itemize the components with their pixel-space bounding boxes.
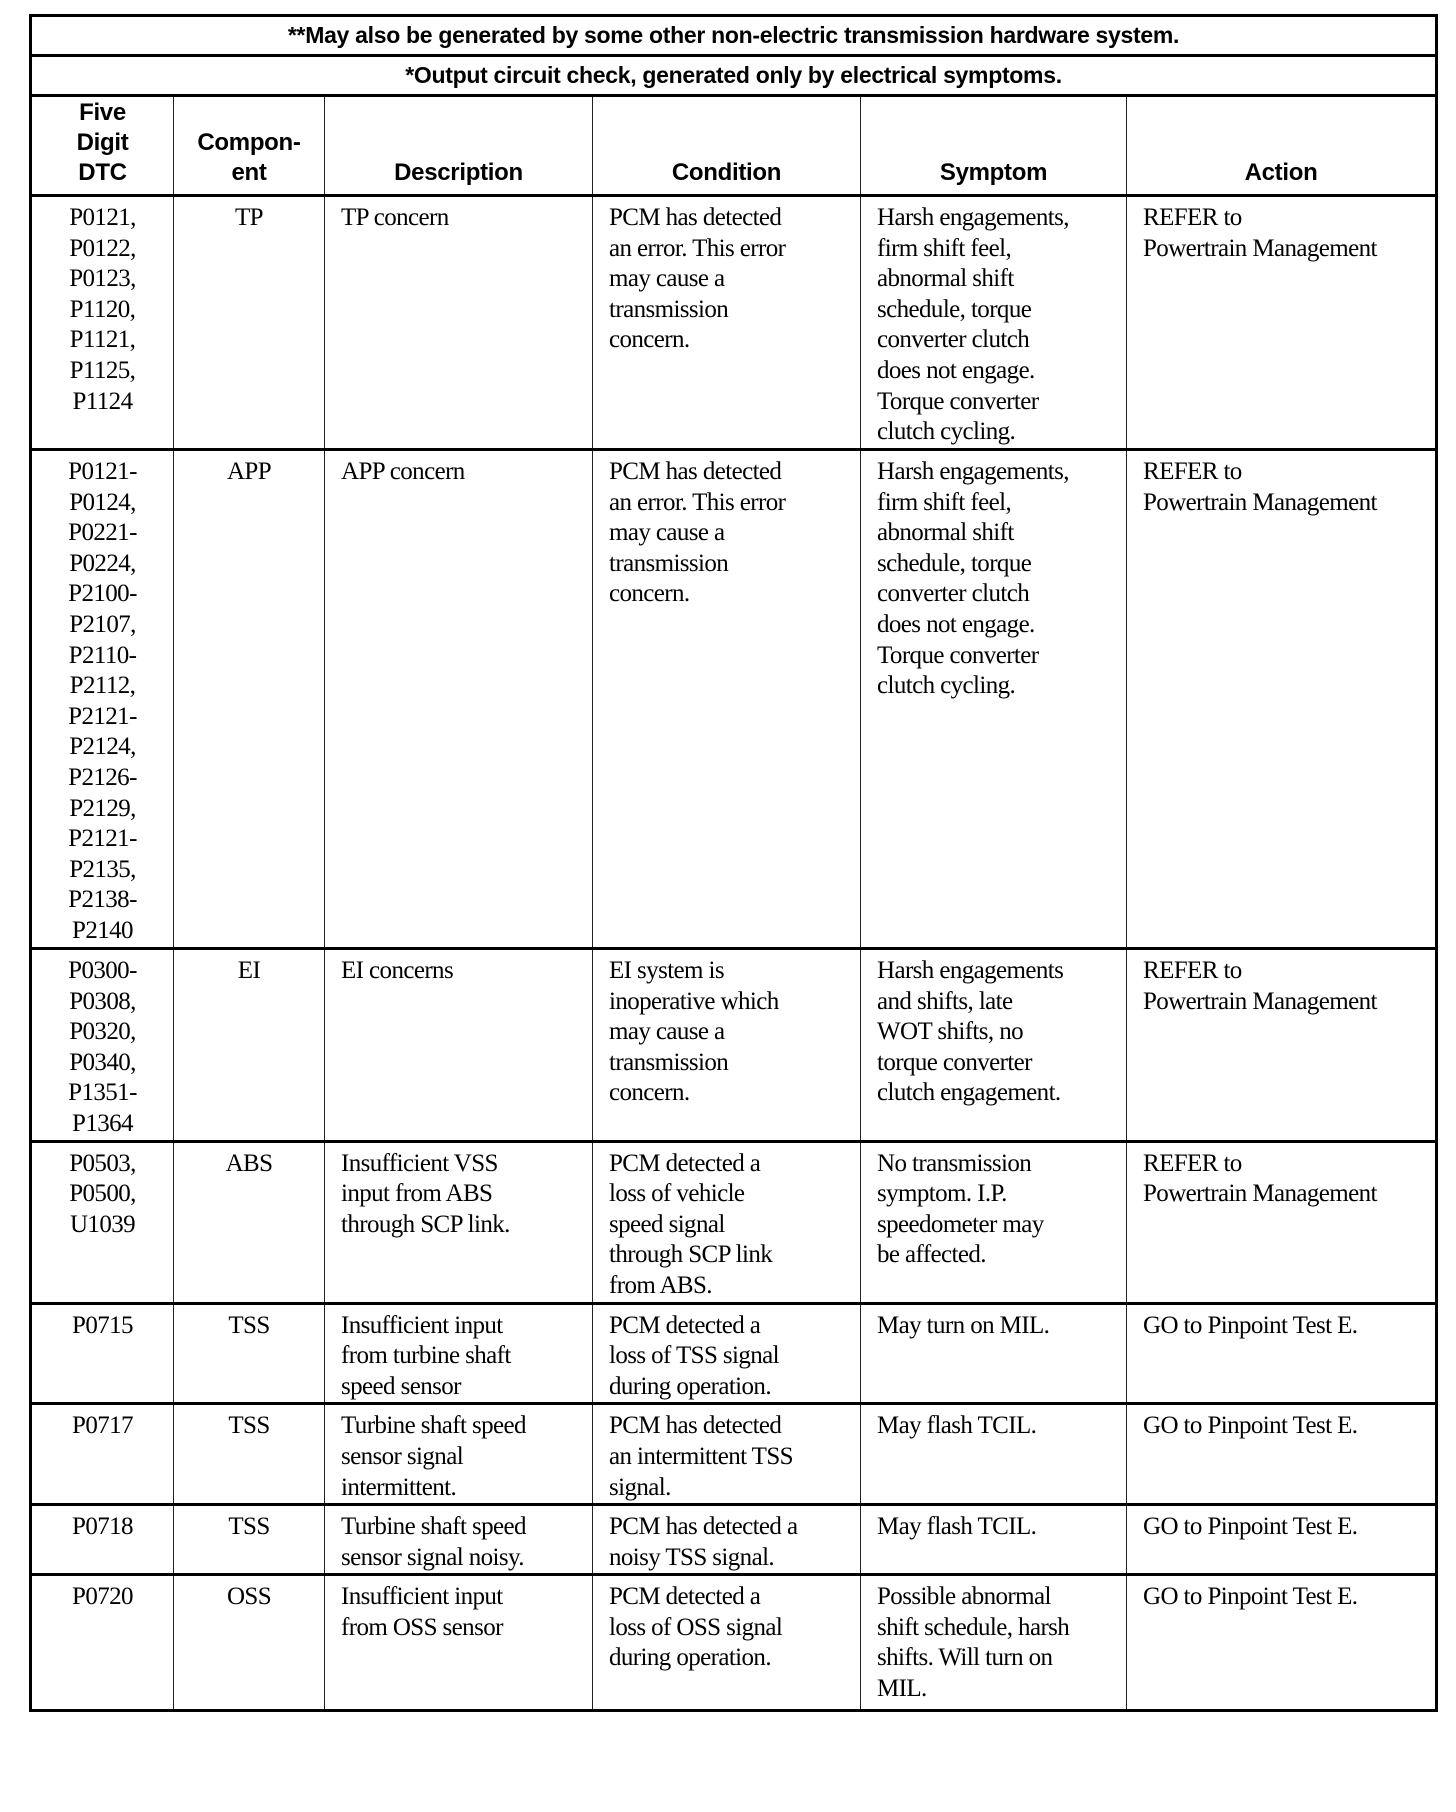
- col-header-component: Compon- ent: [174, 96, 325, 196]
- cell-dtc: P0718: [31, 1505, 174, 1575]
- cell-action: REFER to Powertrain Management: [1127, 196, 1437, 450]
- cell-symptom: May flash TCIL.: [861, 1404, 1127, 1505]
- cell-condition: PCM has detected an intermittent TSS signal.: [593, 1404, 861, 1505]
- cell-description: Insufficient VSS input from ABS through SCP link.: [325, 1141, 593, 1303]
- cell-component: TP: [174, 196, 325, 450]
- cell-action: REFER to Powertrain Management: [1127, 450, 1437, 949]
- cell-symptom: Harsh engagements, firm shift feel, abnormal shift schedule, torque converter clutch does not engage. Torque converter clutch cycling.: [861, 196, 1127, 450]
- table-row: [31, 1303, 1437, 1404]
- cell-component: TSS: [174, 1303, 325, 1404]
- cell-symptom: Harsh engagements, firm shift feel, abnormal shift schedule, torque converter clutch does not engage. Torque converter clutch cycling.: [861, 450, 1127, 949]
- cell-description: Turbine shaft speed sensor signal noisy.: [325, 1505, 593, 1575]
- cell-action: REFER to Powertrain Management: [1127, 1141, 1437, 1303]
- col-header-action: Action: [1127, 96, 1437, 196]
- cell-action: REFER to Powertrain Management: [1127, 949, 1437, 1142]
- table-row: [31, 1575, 1437, 1711]
- col-header-condition: Condition: [593, 96, 861, 196]
- cell-description: APP concern: [325, 450, 593, 949]
- cell-dtc: P0717: [31, 1404, 174, 1505]
- table-row: [31, 196, 1437, 450]
- cell-condition: EI system is inoperative which may cause a transmission concern.: [593, 949, 861, 1142]
- cell-dtc: P0300- P0308, P0320, P0340, P1351- P1364: [31, 949, 174, 1142]
- col-header-symptom: Symptom: [861, 96, 1127, 196]
- cell-description: Insufficient input from turbine shaft speed sensor: [325, 1303, 593, 1404]
- dtc-table: [29, 14, 1438, 1712]
- cell-dtc: P0503, P0500, U1039: [31, 1141, 174, 1303]
- note-hardware: **May also be generated by some other non-electric transmission hardware system.: [31, 16, 1437, 56]
- cell-symptom: May turn on MIL.: [861, 1303, 1127, 1404]
- cell-condition: PCM detected a loss of OSS signal during operation.: [593, 1575, 861, 1711]
- cell-component: TSS: [174, 1505, 325, 1575]
- cell-component: ABS: [174, 1141, 325, 1303]
- cell-action: GO to Pinpoint Test E.: [1127, 1404, 1437, 1505]
- table-row: [31, 1505, 1437, 1575]
- cell-condition: PCM has detected a noisy TSS signal.: [593, 1505, 861, 1575]
- note-output-circuit: *Output circuit check, generated only by electrical symptoms.: [31, 56, 1437, 96]
- col-header-dtc: Five Digit DTC: [31, 96, 174, 196]
- cell-dtc: P0121- P0124, P0221- P0224, P2100- P2107, P2110- P2112, P2121- P2124, P2126- P2129, P2121- P2135, P2138- P2140: [31, 450, 174, 949]
- cell-condition: PCM detected a loss of vehicle speed signal through SCP link from ABS.: [593, 1141, 861, 1303]
- table-row: [31, 1141, 1437, 1303]
- cell-action: GO to Pinpoint Test E.: [1127, 1303, 1437, 1404]
- cell-dtc: P0720: [31, 1575, 174, 1711]
- cell-dtc: P0121, P0122, P0123, P1120, P1121, P1125, P1124: [31, 196, 174, 450]
- cell-description: TP concern: [325, 196, 593, 450]
- cell-description: Turbine shaft speed sensor signal intermittent.: [325, 1404, 593, 1505]
- cell-component: EI: [174, 949, 325, 1142]
- cell-condition: PCM detected a loss of TSS signal during operation.: [593, 1303, 861, 1404]
- cell-symptom: No transmission symptom. I.P. speedometer may be affected.: [861, 1141, 1127, 1303]
- cell-symptom: May flash TCIL.: [861, 1505, 1127, 1575]
- cell-action: GO to Pinpoint Test E.: [1127, 1505, 1437, 1575]
- cell-condition: PCM has detected an error. This error may cause a transmission concern.: [593, 196, 861, 450]
- cell-description: Insufficient input from OSS sensor: [325, 1575, 593, 1711]
- cell-component: OSS: [174, 1575, 325, 1711]
- cell-condition: PCM has detected an error. This error may cause a transmission concern.: [593, 450, 861, 949]
- cell-symptom: Harsh engagements and shifts, late WOT shifts, no torque converter clutch engagement.: [861, 949, 1127, 1142]
- table-row: [31, 1404, 1437, 1505]
- cell-action: GO to Pinpoint Test E.: [1127, 1575, 1437, 1711]
- cell-dtc: P0715: [31, 1303, 174, 1404]
- cell-description: EI concerns: [325, 949, 593, 1142]
- cell-component: APP: [174, 450, 325, 949]
- col-header-description: Description: [325, 96, 593, 196]
- cell-symptom: Possible abnormal shift schedule, harsh shifts. Will turn on MIL.: [861, 1575, 1127, 1711]
- table-row: [31, 949, 1437, 1142]
- cell-component: TSS: [174, 1404, 325, 1505]
- table-row: [31, 450, 1437, 949]
